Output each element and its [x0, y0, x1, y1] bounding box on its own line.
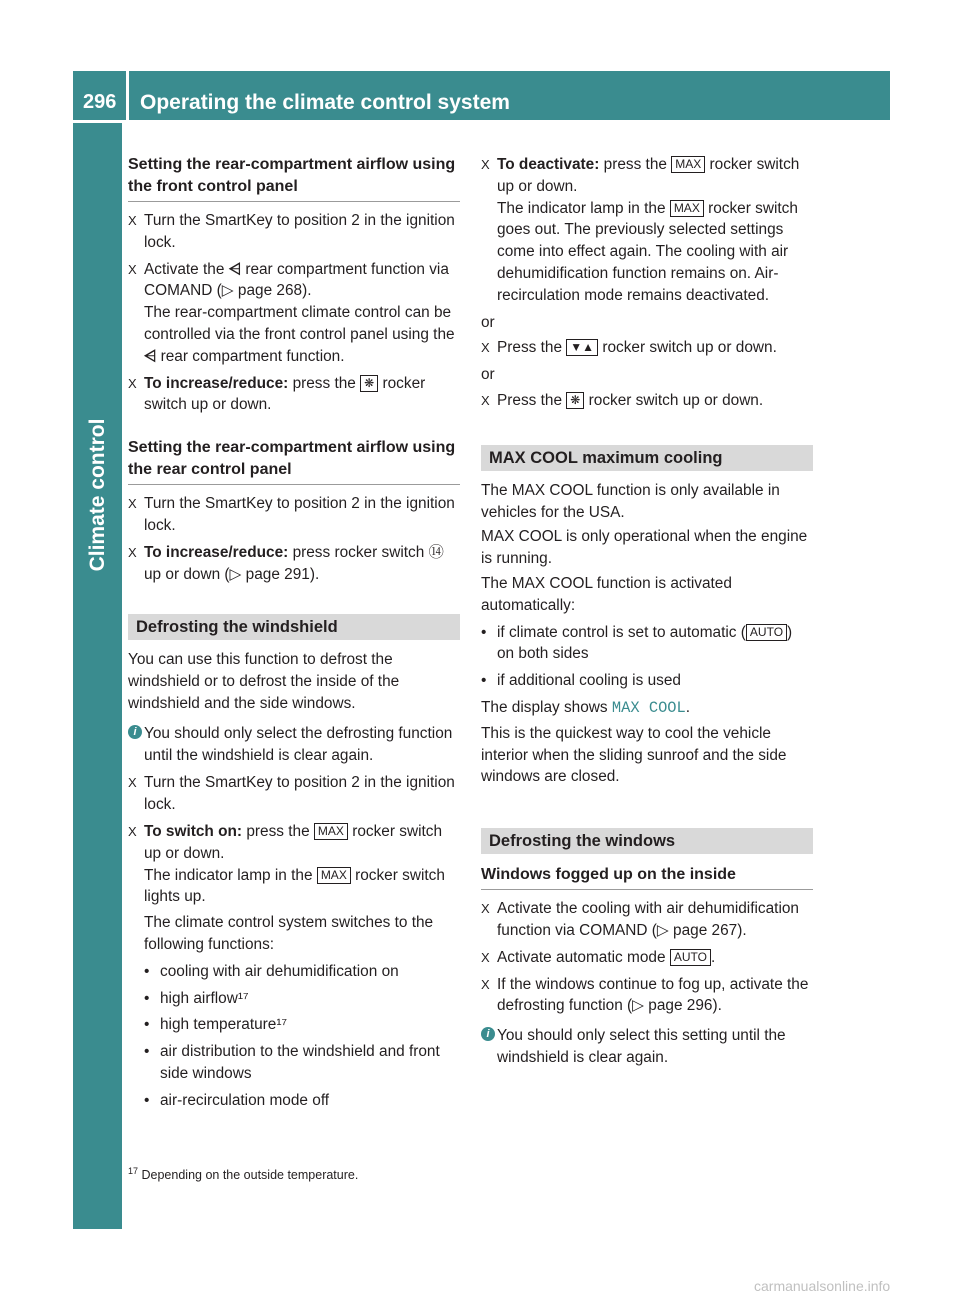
paragraph: You can use this function to defrost the windshield or to defrost the inside of the windshield and the side windows.	[128, 651, 400, 712]
step-arrow-icon: X	[481, 976, 490, 992]
auto-icon: AUTO	[670, 949, 711, 966]
temperature-rocker-icon: ▼▲	[566, 339, 598, 356]
list-item: • air distribution to the windshield and front side windows	[144, 1043, 440, 1082]
list-item: • if additional cooling is used	[481, 672, 681, 690]
step: X Turn the SmartKey to position 2 in the ignition lock.	[128, 495, 455, 534]
auto-icon: AUTO	[746, 624, 787, 641]
left-column	[128, 154, 460, 1117]
max-defrost-icon: MAX	[671, 156, 705, 173]
step-arrow-icon: X	[128, 775, 137, 791]
side-tab-label-wrap	[86, 395, 110, 595]
step: X To switch on: press the MAX rocker switch up or down. The indicator lamp in the MAX rocker switch lights up. The climate control system switches to the following functions: • cooling with air dehumidification on • high airflow¹⁷ • high temperature¹⁷ • air distribution to the windshield and front side windows • air-recirculation mode off	[128, 821, 460, 1112]
step: X Press the ▼▲ rocker switch up or down.	[481, 337, 813, 359]
info-icon: i	[128, 725, 142, 739]
info-note: i You should only select this setting until the windshield is clear again.	[481, 1025, 813, 1069]
step: X Turn the SmartKey to position 2 in the ignition lock.	[128, 212, 455, 251]
list-item: • air-recirculation mode off	[144, 1091, 330, 1109]
step: X Activate the ⩤ rear compartment function via COMAND (▷ page 268). The rear-compartment climate control can be controlled via the front control panel using the ⩤ rear compartment function.	[128, 260, 455, 365]
section-max-cool: MAX COOL maximum cooling	[481, 445, 813, 471]
step: X If the windows continue to fog up, activate the defrosting function (▷ page 296).	[481, 975, 809, 1015]
step: X Turn the SmartKey to position 2 in the ignition lock.	[128, 774, 455, 814]
step-arrow-icon: X	[128, 544, 137, 560]
paragraph: The climate control system switches to the following functions:	[144, 914, 434, 953]
info-icon: i	[481, 1027, 495, 1041]
footnote: $^{17}$ Depending on the outside temperature.	[128, 1166, 359, 1183]
display-text: MAX COOL	[611, 698, 686, 717]
step: X Activate the cooling with air dehumidification function via COMAND (▷ page 267).	[481, 900, 799, 939]
step-arrow-icon: X	[481, 157, 490, 172]
fan-icon: ❋	[566, 392, 584, 409]
max-defrost-icon: MAX	[314, 823, 348, 840]
step-arrow-icon: X	[128, 213, 137, 228]
max-defrost-icon: MAX	[670, 200, 704, 217]
list-item: • if climate control is set to automatic ( AUTO ) on both sides	[481, 623, 793, 663]
side-tab-label: Climate control	[86, 418, 109, 572]
paragraph: This is the quickest way to cool the vehicle interior when the sliding sunroof and the side windows are closed.	[481, 724, 787, 786]
rear-airflow-icon: ⩤	[228, 260, 242, 278]
list-item: • high temperature¹⁷	[144, 1016, 288, 1034]
paragraph: MAX COOL is only operational when the engine is running.	[481, 528, 808, 568]
right-column	[481, 154, 813, 1075]
step-arrow-icon: X	[128, 375, 137, 391]
step: X To increase/reduce: press rocker switch ⑭ up or down (▷ page 291).	[128, 543, 444, 583]
step-arrow-icon: X	[481, 949, 490, 965]
page-title: Operating the climate control system	[140, 91, 510, 114]
side-tab	[73, 123, 122, 1229]
subheading-fogged: Windows fogged up on the inside	[481, 864, 813, 890]
step: X To deactivate: press the MAX rocker switch up or down. The indicator lamp in the MAX rocker switch goes out. The previously selected settings come into effect again. The cooling with air dehumidification function remains on. Air-recirculation mode remains deactivated.	[481, 156, 800, 304]
section-defrost-windshield: Defrosting the windshield	[128, 614, 460, 640]
watermark: carmanualsonline.info	[754, 1278, 891, 1294]
step-arrow-icon: X	[481, 901, 490, 917]
paragraph: The MAX COOL function is only available in vehicles for the USA.	[481, 481, 780, 521]
paragraph: The display shows MAX COOL.	[481, 698, 691, 717]
subheading-rear-panel: Setting the rear-compartment airflow using the rear control panel	[128, 437, 460, 485]
header-divider	[126, 71, 129, 120]
paragraph: The MAX COOL function is activated automatically:	[481, 574, 732, 614]
step: X Press the ❋ rocker switch up or down.	[481, 390, 813, 412]
info-note: i You should only select the defrosting function until the windshield is clear again.	[128, 723, 460, 767]
list-item: • cooling with air dehumidification on	[144, 962, 399, 980]
or-label: or	[481, 313, 495, 331]
step-arrow-icon: X	[481, 392, 490, 408]
page-header	[73, 71, 890, 120]
list-item: • high airflow¹⁷	[144, 989, 249, 1007]
step: X To increase/reduce: press the ❋ rocker switch up or down.	[128, 374, 426, 414]
step-arrow-icon: X	[128, 823, 137, 839]
max-defrost-icon: MAX	[317, 867, 351, 884]
section-defrost-windows: Defrosting the windows	[481, 828, 813, 854]
fan-icon: ❋	[360, 375, 378, 392]
step-arrow-icon: X	[128, 496, 137, 512]
step-arrow-icon: X	[481, 340, 490, 356]
subheading-front-panel: Setting the rear-compartment airflow using the front control panel	[128, 154, 460, 202]
or-label: or	[481, 366, 495, 384]
step: X Activate automatic mode AUTO .	[481, 947, 813, 969]
page-number: 296	[83, 91, 117, 113]
rear-airflow-icon: ⩤	[144, 347, 157, 365]
step-arrow-icon: X	[128, 261, 137, 277]
